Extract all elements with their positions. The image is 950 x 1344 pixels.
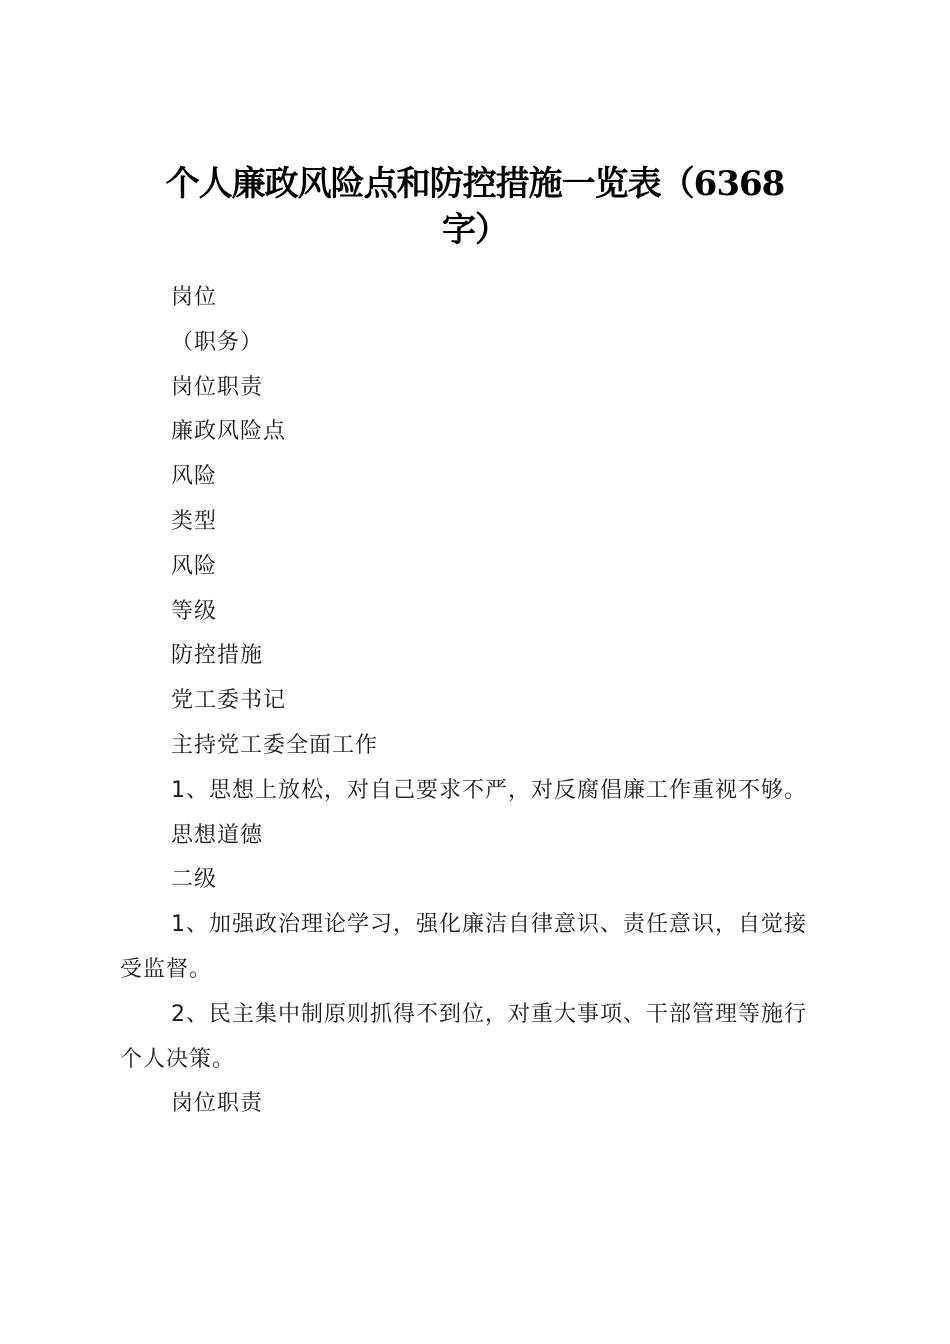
paragraph: 2、民主集中制原则抓得不到位，对重大事项、干部管理等施行个人决策。: [120, 1001, 807, 1072]
title-line-1: 个人廉政风险点和防控措施一览表（6368: [165, 163, 785, 204]
paragraph: 党工委书记: [171, 688, 287, 714]
document-title: [120, 161, 830, 253]
paragraph: 风险: [171, 464, 218, 490]
paragraph: （职务）: [171, 329, 264, 355]
paragraph: 风险: [171, 553, 218, 579]
paragraph: 岗位: [171, 285, 218, 310]
paragraph: 思想道德: [171, 822, 264, 848]
paragraph: 岗位职责: [171, 1091, 264, 1117]
paragraph: 防控措施: [171, 643, 264, 669]
document-body: [120, 276, 825, 1127]
paragraph: 类型: [171, 508, 218, 534]
paragraph: 主持党工委全面工作: [171, 732, 379, 758]
paragraph: 岗位职责: [171, 374, 264, 400]
paragraph: 1、加强政治理论学习，强化廉洁自律意识、责任意识，自觉接受监督。: [120, 912, 807, 982]
title-line-2: 字）: [442, 209, 508, 250]
paragraph: 等级: [171, 598, 218, 624]
paragraph: 1、思想上放松，对自己要求不严，对反腐倡廉工作重视不够。: [171, 777, 807, 803]
paragraph: 二级: [171, 867, 218, 893]
paragraph: 廉政风险点: [171, 419, 287, 445]
